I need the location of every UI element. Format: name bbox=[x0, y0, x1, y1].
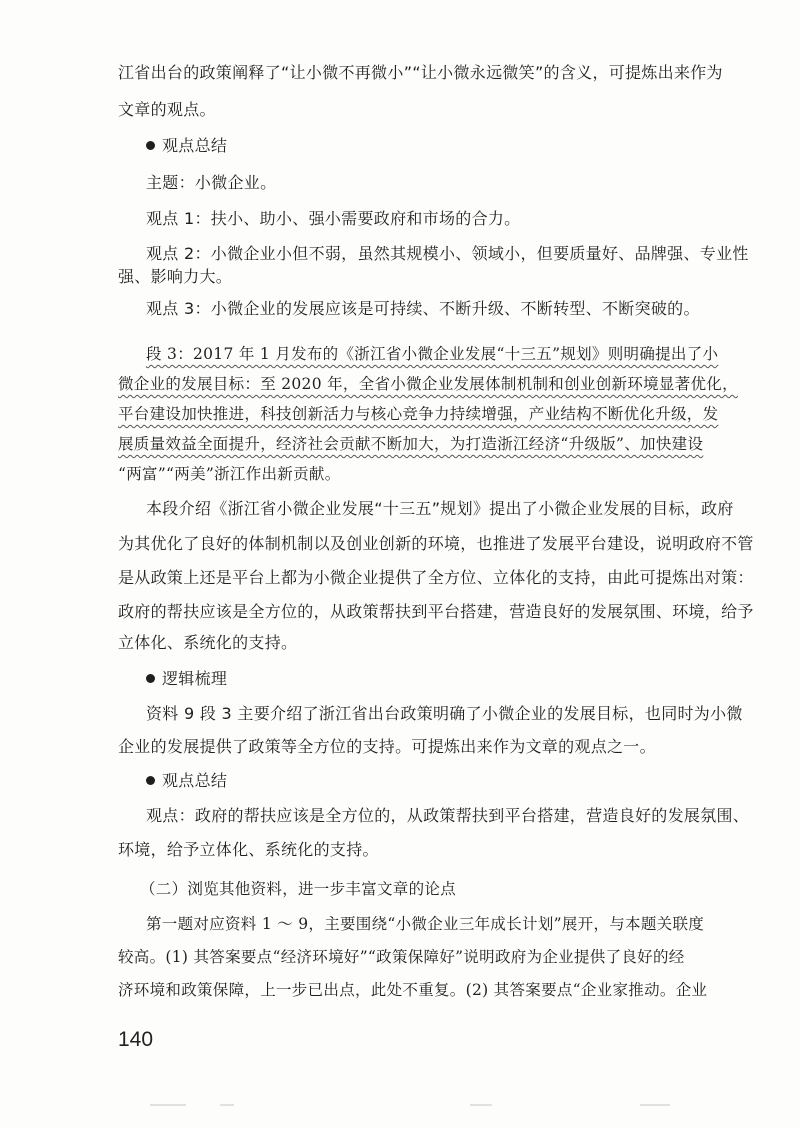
scan-mark bbox=[470, 1104, 492, 1106]
bullet-icon bbox=[146, 776, 155, 785]
section-heading: 逻辑梳理 bbox=[146, 668, 800, 690]
scan-mark bbox=[150, 1104, 186, 1106]
paragraph-line: 第一题对应资料 1 ～ 9，主要围绕“小微企业三年成长计划”展开，与本题关联度 bbox=[146, 915, 705, 933]
paragraph-line: 环境，给予立体化、系统化的支持。 bbox=[118, 840, 379, 859]
section-heading: 观点总结 bbox=[146, 770, 800, 792]
section-heading: 观点总结 bbox=[146, 135, 800, 157]
subsection-heading: （二）浏览其他资料，进一步丰富文章的论点 bbox=[140, 880, 457, 898]
paragraph-line: 资料 9 段 3 主要介绍了浙江省出台政策明确了小微企业的发展目标，也同时为小微 bbox=[146, 704, 743, 723]
quoted-paragraph-line: 段 3：2017 年 1 月发布的《浙江省小微企业发展“十三五”规划》则明确提出了小 bbox=[146, 345, 719, 363]
paragraph-line: 是从政策上还是平台上都为小微企业提供了全方位、立体化的支持，由此可提炼出对策： bbox=[118, 568, 754, 587]
scan-mark bbox=[220, 1104, 234, 1106]
paragraph-line: 本段介绍《浙江省小微企业发展“十三五”规划》提出了小微企业发展的目标，政府 bbox=[146, 499, 734, 518]
paragraph-line: 为其优化了良好的体制机制以及创业创新的环境，也推进了发展平台建设，说明政府不管 bbox=[118, 534, 754, 553]
quoted-paragraph-line: “两富”“两美”浙江作出新贡献。 bbox=[118, 465, 341, 483]
paragraph-line: 江省出台的政策阐释了“让小微不再微小”“让小微永远微笑”的含义，可提炼出来作为 bbox=[118, 63, 723, 82]
paragraph-line: 企业的发展提供了政策等全方位的支持。可提炼出来作为文章的观点之一。 bbox=[118, 737, 656, 756]
paragraph-line: 强、影响力大。 bbox=[118, 267, 233, 286]
bullet-icon bbox=[146, 141, 155, 150]
paragraph-line: 观点 1：扶小、助小、强小需要政府和市场的合力。 bbox=[146, 209, 521, 228]
paragraph-line: 济环境和政策保障，上一步已出点，此处不重复。(2) 其答案要点“企业家推动。企业 bbox=[118, 981, 708, 999]
paragraph-line: 较高。(1) 其答案要点“经济环境好”“政策保障好”说明政府为企业提供了良好的经 bbox=[118, 948, 685, 966]
paragraph-line: 立体化、系统化的支持。 bbox=[118, 633, 298, 652]
paragraph-line: 主题：小微企业。 bbox=[146, 173, 277, 192]
quoted-paragraph-line: 展质量效益全面提升，经济社会贡献不断加大，为打造浙江经济“升级版”、加快建设 bbox=[118, 435, 704, 453]
quoted-paragraph-line: 平台建设加快推进，科技创新活力与核心竞争力持续增强，产业结构不断优化升级，发 bbox=[118, 405, 719, 423]
scan-mark bbox=[640, 1104, 670, 1106]
bullet-icon bbox=[146, 674, 155, 683]
paragraph-line: 观点 3：小微企业的发展应该是可持续、不断升级、不断转型、不断突破的。 bbox=[146, 299, 700, 318]
paragraph-line: 文章的观点。 bbox=[118, 100, 216, 119]
paragraph-line: 政府的帮扶应该是全方位的，从政策帮扶到平台搭建，营造良好的发展氛围、环境，给予 bbox=[118, 602, 754, 621]
paragraph-line: 观点：政府的帮扶应该是全方位的，从政策帮扶到平台搭建，营造良好的发展氛围、 bbox=[146, 806, 750, 825]
paragraph-line: 观点 2：小微企业小但不弱，虽然其规模小、领域小，但要质量好、品牌强、专业性 bbox=[146, 244, 749, 263]
quoted-paragraph-line: 微企业的发展目标：至 2020 年，全省小微企业发展体制机制和创业创新环境显著优化， bbox=[118, 375, 738, 393]
page-number: 140 bbox=[118, 1028, 154, 1051]
